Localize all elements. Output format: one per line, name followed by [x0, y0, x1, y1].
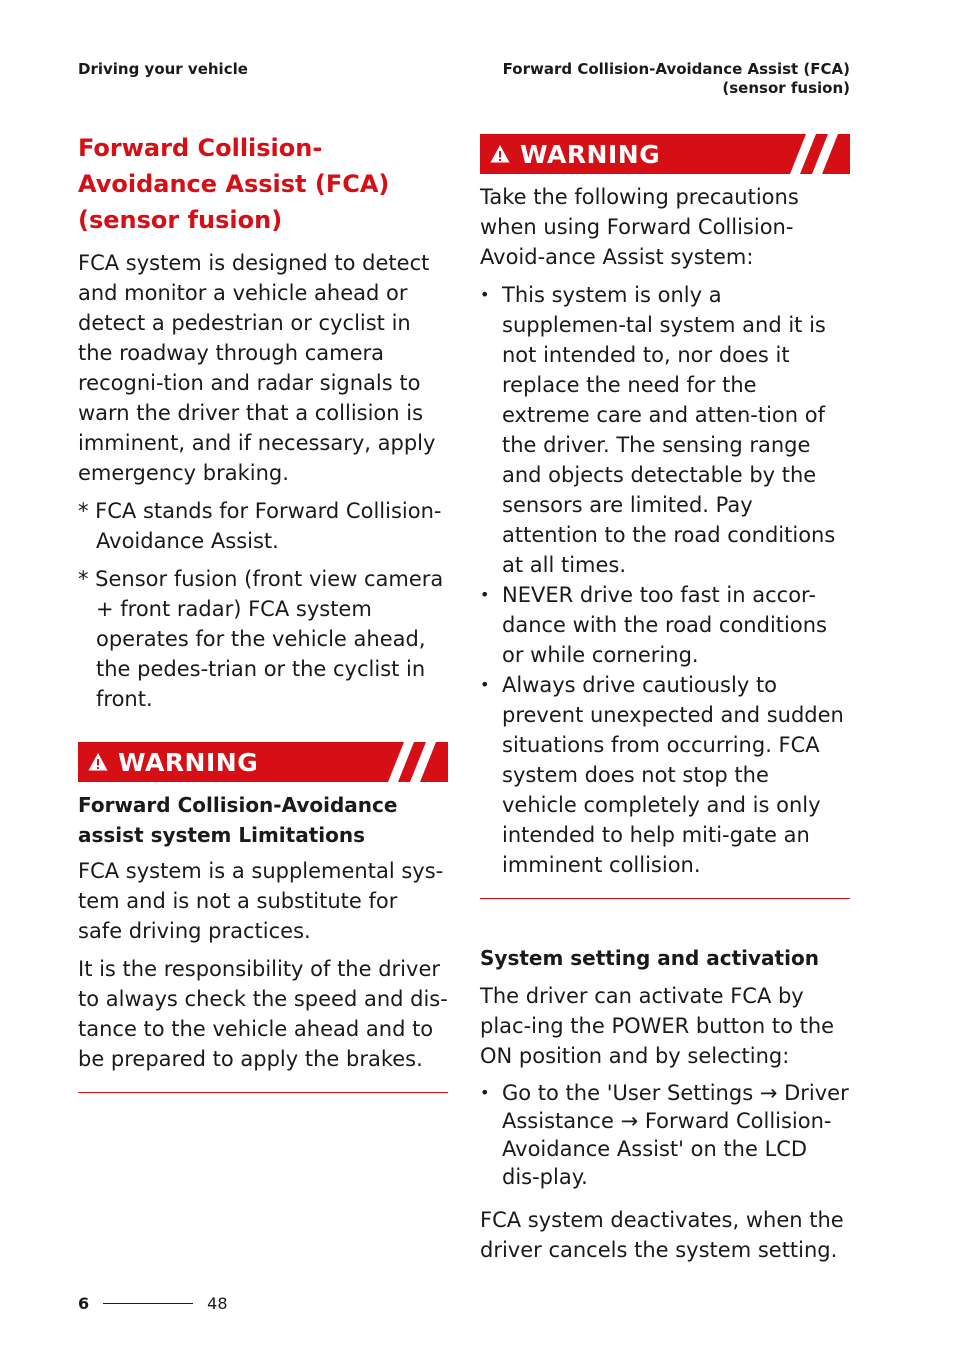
footnote: * Sensor fusion (front view camera + front radar) FCA system operates for the vehicle ahead, the pedes-trian or the cyclist in front.	[78, 567, 444, 711]
warning-paragraph: It is the responsibility of the driver to always check the speed and dis-tance to the vehicle ahead and to be prepared to apply the brakes.	[78, 957, 448, 1071]
list-item: • Go to the 'User Settings → Driver Assistance → Forward Collision-Avoidance Assist' on the LCD dis-play.	[480, 1079, 850, 1191]
slash-stripes-icon	[384, 742, 448, 782]
warning-label: WARNING	[520, 139, 661, 169]
warning-intro: Take the following precautions when using Forward Collision-Avoid-ance Assist system:	[480, 185, 799, 269]
right-column	[480, 134, 850, 1273]
list-item: • NEVER drive too fast in accor-dance with the road conditions or while cornering.	[480, 580, 850, 670]
setting-closing: FCA system deactivates, when the driver cancels the system setting.	[480, 1208, 844, 1262]
page-title: Forward Collision-Avoidance Assist (FCA) (sensor fusion)	[78, 134, 390, 234]
list-item: • This system is only a supplemen-tal system and it is not intended to, nor does it replace the need for the extreme care and atten-tion of the driver. The sensing range and objects detectable by the sensors are limited. Pay attention to the road conditions at all times.	[480, 280, 850, 580]
left-column	[78, 130, 448, 1093]
header-topic: Forward Collision-Avoidance Assist (FCA) (sensor fusion)	[502, 60, 850, 97]
warning-end-rule	[480, 898, 850, 899]
warning-triangle-icon	[88, 752, 108, 772]
setting-intro: The driver can activate FCA by plac-ing the POWER button to the ON position and by selecting:	[480, 984, 835, 1068]
page-footer	[78, 1294, 228, 1313]
page-number: 48	[207, 1294, 228, 1313]
warning-subtitle: Forward Collision-Avoidance assist system Limitations	[78, 793, 398, 847]
setting-steps	[480, 1079, 850, 1191]
chapter-number: 6	[78, 1294, 90, 1313]
intro-paragraph: FCA system is designed to detect and monitor a vehicle ahead or detect a pedestrian or cyclist in the roadway through camera recogni-tion and radar signals to warn the driver that a collision is imminent, and if necessary, apply emergency braking.	[78, 251, 436, 485]
warning-end-rule	[78, 1092, 448, 1093]
warning-banner	[78, 742, 448, 782]
warning-triangle-icon	[490, 144, 510, 164]
warning-banner	[480, 134, 850, 174]
footnote: * FCA stands for Forward Collision-Avoidance Assist.	[78, 499, 442, 553]
warning-box-limitations	[78, 742, 448, 1093]
slash-stripes-icon	[786, 134, 850, 174]
warning-box-precautions	[480, 134, 850, 899]
footer-divider	[103, 1303, 193, 1304]
setting-heading: System setting and activation	[480, 946, 819, 970]
warning-label: WARNING	[118, 747, 259, 777]
header-section: Driving your vehicle	[78, 60, 248, 78]
warning-paragraph: FCA system is a supplemental sys-tem and is not a substitute for safe driving practices.	[78, 859, 444, 943]
list-item: • Always drive cautiously to prevent unexpected and sudden situations from occurring. FCA system does not stop the vehicle completely and is only intended to help miti-gate an imminent collision.	[480, 670, 850, 880]
precaution-list	[480, 280, 850, 880]
